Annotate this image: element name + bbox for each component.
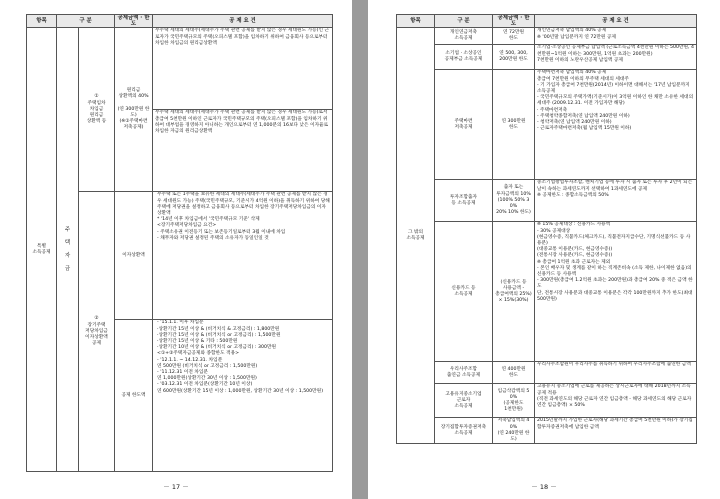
- row-label: 고용유지중소기업 근로자 소득공제: [435, 384, 493, 418]
- req-line: 2015년말까지 가입한 근로자(해당 과세기간 총급여 5천만원 이하)가 장기집합투자증권저축에 납입한 금액: [537, 418, 693, 430]
- req-line: ※ 15% 공제대상 : 신용카드 사용액: [537, 222, 611, 228]
- row-amount: 연 72만원 한도: [493, 28, 535, 45]
- sub2-limit: [153, 320, 333, 472]
- row-amount: (신용카드 등 사용금액 - 총급여액의 25%) × 15%(30%): [493, 222, 535, 362]
- req-line: 고용유지 중소기업에 근로를 제공하는 상시근로자에 대해 2018년까지 소득공제 적용: [537, 384, 691, 396]
- header-item: 항목: [397, 15, 435, 28]
- row-requirement: [535, 45, 697, 70]
- sub2-limit-label: 공제 한도액: [115, 320, 153, 472]
- row-requirement: [535, 180, 697, 222]
- left-page: [0, 0, 352, 499]
- row-label: 주택마련 저축공제: [435, 70, 493, 180]
- sub1-label: ① 주택임차 차입금 원리금 상환액 등: [79, 28, 115, 192]
- limit-line: ·상환기간 15년 이상 & (비거치식 & 고정금리) : 1,800만원: [157, 326, 280, 332]
- sub2-req-line: - 채무자와 저당권 설정된 주택의 소유자가 동일인일 것: [157, 235, 269, 241]
- header-amount: 공제금액 · 한도: [493, 15, 535, 28]
- left-deduction-table: [26, 14, 333, 472]
- req-line: 개인연금저축 납입액의 40% 공제: [537, 28, 607, 34]
- req-line: - 국민주택규모의 주택가액(기준시가)이 3억원 이하인 한 채만 소유한 세대의 세대주 (2009.12.31. 이전 가입자만 해당): [537, 95, 694, 107]
- row-requirement: [535, 418, 697, 444]
- row-requirement: [535, 222, 697, 362]
- req-line: ※ 총급여 1억원 초과 근로자는 제외: [537, 259, 611, 265]
- req-line: · 주택마련저축: [537, 107, 568, 113]
- row-label: 신용카드 등 소득공제: [435, 222, 493, 362]
- sub2-amount: 이자상환액: [115, 192, 153, 320]
- row-amount: 연 400만원 한도: [493, 362, 535, 384]
- limit-line: - '15.1.1. 이후 차입분: [157, 320, 204, 326]
- req-line: (현금영수증, 직불카드(체크카드), 직불전자지급수단, 기명식선불카드 등 사용분): [537, 234, 691, 247]
- row-requirement: [535, 28, 697, 45]
- req-line: 중소기업창업투자조합, 벤처기업 등에 투자 시 출자 또는 투자 후 2년이 되는 날이 속하는 과세연도까지 선택하여 1과세연도에 공제: [537, 180, 693, 192]
- header-requirement: 공 제 요 건: [535, 15, 697, 28]
- page-number-18: － 18 －: [531, 483, 557, 491]
- sub2-req-line: * '14년 이후 차입금에서 '국민주택규모 기준' 삭제: [157, 217, 260, 223]
- limit-line: 연 1,000만원(상환기간 30년 이상 : 1,500만원): [157, 376, 257, 382]
- sub2-label: ② 장기주택 저당차입금 이자상환액 공제: [79, 192, 115, 472]
- row-label: 장기집합투자증권저축 소득공제: [435, 418, 493, 444]
- req-line: - 기 가입자 총급여 7천만원(2014년) 이하이면 대해서는 '17년 납입분까지 소득공제: [537, 82, 690, 95]
- limit-line: 연 600만원(상환기간 15년 이상 : 1,000만원, 상환기간 30년 이상 : 1,500만원): [157, 388, 324, 394]
- sub2-req-line: 무주택 또는 1주택을 보유한 세대의 세대주(세대주가 주택 관련 공제를 받지 않은 경우 세대원도 가능) 주택(국민주택규모, 기준시가 4억원 이하)을 취득하기 위하여 당해 주택에 저당권을 설정하고 금융회사 등으로부터 차입한 장기주택저당차입금의 이자상환액: [157, 192, 330, 217]
- req-line: - 30% 공제대상: [537, 228, 571, 234]
- req-line: ※ 공제한도 : 종합소득금액의 50%: [537, 192, 609, 198]
- header-requirement: 공 제 요 건: [153, 15, 333, 28]
- group-housing-fund: 주 택 자 금: [57, 28, 79, 472]
- row-label: 우리사주조합 출연금 소득공제: [435, 362, 493, 384]
- req-line: - 300만원(총급여 1.2억원 초과는 200만원)과 총급여 20% 중 적은 금액 한도: [537, 278, 693, 290]
- row-amount: 출자 또는 투자금액의 10% (100% 50% 30% 20% 10% 한도): [493, 180, 535, 222]
- header-category: 구 분: [435, 15, 493, 28]
- req-line: (전통시장 사용분(카드, 현금영수증)): [537, 253, 613, 259]
- header-category: 구 분: [57, 15, 115, 28]
- page-gutter: [352, 0, 368, 499]
- req-line: (대중교통 이용분(카드, 현금영수증)): [537, 247, 613, 253]
- header-item: 항목: [27, 15, 57, 28]
- req-line: 주택마련저축 납입액의 40% 공제: [537, 70, 607, 76]
- req-line: 총급여 7천만원 이하의 무주택 세대의 세대주: [537, 76, 629, 82]
- sub1-requirement-2: 무주택 세대의 세대주(세대주가 주택 관련 공제를 받지 않은 경우 세대원도 가능)로서 총급여 5천만원 이하인 근로자가 국민주택규모의 주택(오피스텔 포함)을 임차하기 위하여 대부업을 경영하지 아니하는 개인으로부터 연 1,000분의 16보다 낮은 이자율로 차입한 자금의 원리금상환액: [153, 110, 333, 192]
- req-line: 단, 전통시장 사용분과 대중교통 이용분은 각각 100만원까지 추가 한도(최대 500만원): [537, 290, 693, 302]
- req-line: 우리사주조합원이 우리사주를 취득하기 위하여 우리사주조합에 출연한 금액: [537, 362, 691, 368]
- limit-line: ·상환기간 15년 이상 & 기타 : 500만원: [157, 339, 238, 345]
- row-amount: 연 500, 300, 200만원 한도: [493, 45, 535, 70]
- req-line: ※ '00년말 납입분까지 연 72만원 공제: [537, 34, 616, 40]
- right-page: [368, 0, 720, 499]
- row-label: 개인연금저축 소득공제: [435, 28, 493, 45]
- sub2-req-line: <장기주택저당차입금 요건>: [157, 223, 217, 229]
- row-requirement: [535, 384, 697, 418]
- req-line: 소기업·소상공인 공제부금 납입액 (근로소득금액 4천만원 이하는 500만원, 4천만원~1억원 이하는 300만원, 1억원 초과는 200만원): [537, 45, 694, 57]
- limit-line: ·상환기간 10년 이상 & (비거치식 or 고정금리) : 300만원: [157, 345, 277, 351]
- item-other-deduction: 그 밖의 소득공제: [397, 28, 435, 444]
- row-requirement: [535, 362, 697, 384]
- right-deduction-table: [396, 14, 697, 444]
- limit-line: ·상환기간 15년 이상 & (비거치식 or 고정금리) : 1,500만원: [157, 332, 281, 338]
- req-line: - 청약저축(연 납입액 240만원 이하): [537, 120, 612, 126]
- row-requirement: [535, 70, 697, 180]
- limit-line: 연 500만원 (비거치식 or 고정금리 : 1,500만원): [157, 363, 258, 369]
- req-line: 7천만원 이하의 노란우산공제 납입액 공제: [537, 57, 623, 63]
- limit-line: - '12.1.1. ~ 14.12.31. 차입분: [157, 357, 223, 363]
- header-amount: 공제금액 · 한도: [115, 15, 153, 28]
- item-special-deduction: 특별 소득공제: [27, 28, 57, 472]
- row-label: 소기업 · 소상공인 공제부금 소득공제: [435, 45, 493, 70]
- sub1-requirement-1: 무주택 세대의 세대주(세대주가 주택 관련 공제를 받지 않은 경우 세대원도 가능)인 근로자가 국민주택규모의 주택(오피스텔 포함)을 임차하기 위하여 금융회사 등으로부터 차입한 차입금의 원리금상환액: [153, 28, 333, 110]
- sub1-amount: 원리금 상환액의 40% (연 300만원 한도) (※①주택마련 저축공제): [115, 28, 153, 192]
- limit-line: - '11.12.31 이전 차입분: [157, 370, 208, 376]
- page-number-17: － 17 －: [163, 483, 189, 491]
- row-label: 투자조합출자 등 소득공제: [435, 180, 493, 222]
- row-amount: 저축납입액의 40% (연 240만원 한도): [493, 418, 535, 444]
- req-line: (직전 과세연도의 해당 근로자 연간 임금총액 - 해당 과세연도의 해당 근로자 연간 임금총액) × 50%: [537, 396, 692, 409]
- req-line: - 본인 배우자 및 생계를 같이 하는 직계존비속 (소득 제한, 나이제한 없음)의 신용카드 등 사용액: [537, 265, 692, 278]
- row-amount: 임금삭감액의 50% (공제한도 1천만원): [493, 384, 535, 418]
- req-line: - 주택청약종합저축(연 납입액 240만원 이하): [537, 113, 630, 119]
- row-amount: 연 300만원 한도: [493, 70, 535, 180]
- sub2-requirement: [153, 192, 333, 320]
- sub2-req-line: - 주택소유권 이전등기 또는 보존등기일로부터 3월 이내에 차입: [157, 229, 286, 235]
- limit-line: <①+②주택자금공제와 종합한도 적용>: [157, 351, 240, 357]
- req-line: - 근로자주택마련저축(월 납입액 15만원 이하): [537, 126, 632, 132]
- limit-line: - '03.12.31 이전 차입분(상환기간 10년 이상): [157, 382, 253, 388]
